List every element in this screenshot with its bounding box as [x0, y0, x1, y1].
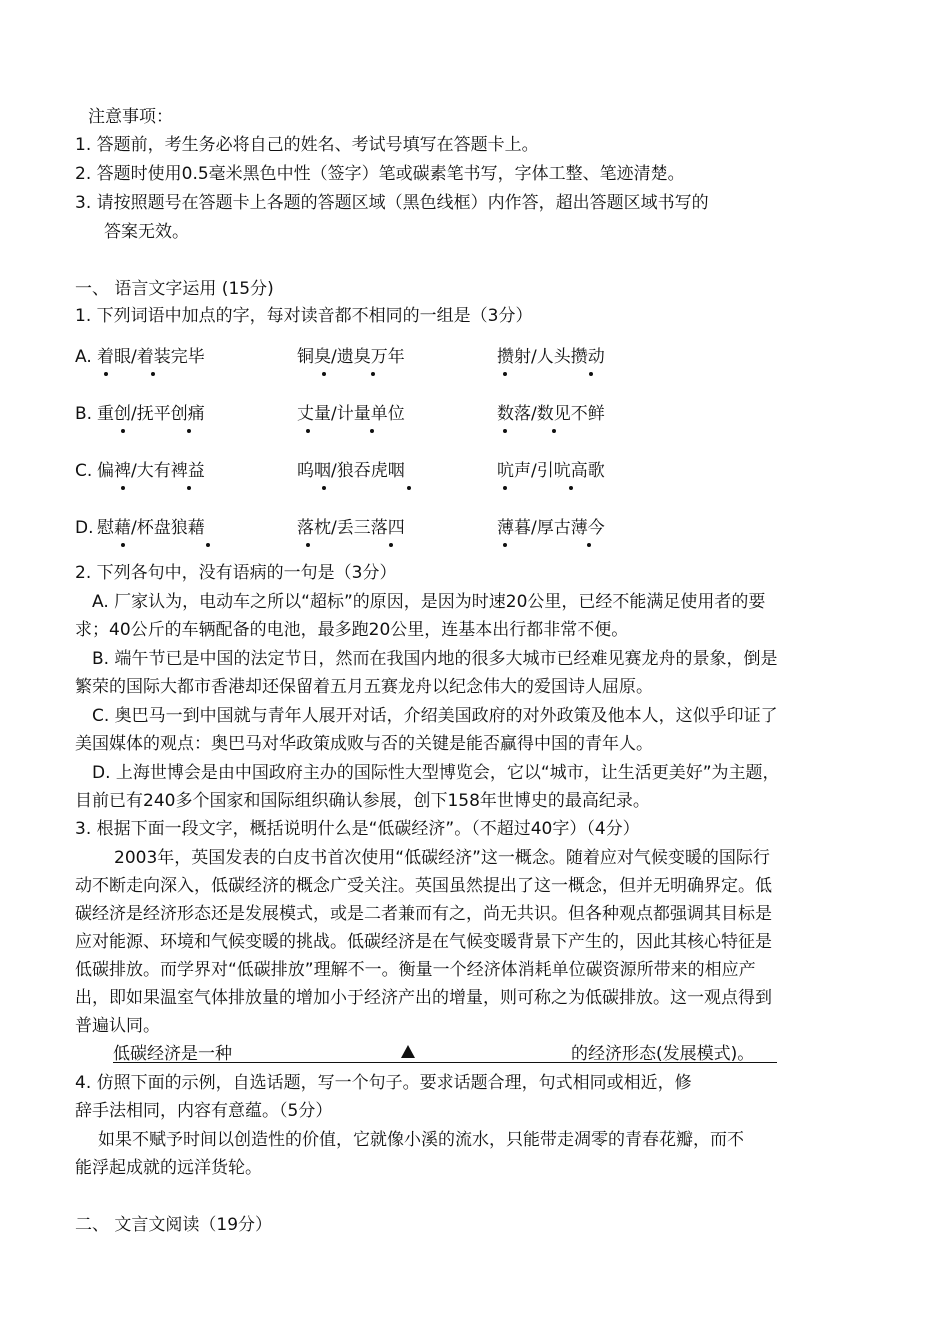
emphasis-dot — [503, 429, 507, 433]
question-3-passage-line: 低碳排放。而学界对“低碳排放”理解不一。衡量一个经济体消耗单位碳资源所带来的相应产 — [75, 960, 756, 980]
option-pair-2: 铜臭/遗臭万年 — [297, 347, 405, 367]
option-label: D. — [75, 518, 94, 538]
question-3-stem: 3. 根据下面一段文字，概括说明什么是“低碳经济”。（不超过40字）（4分） — [75, 819, 640, 839]
question-2-stem: 2. 下列各句中，没有语病的一句是（3分） — [75, 563, 397, 583]
emphasis-dot — [569, 486, 573, 490]
section-1-heading: 一、 语言文字运用 (15分) — [75, 279, 274, 299]
option-pair-2: 丈量/计量单位 — [297, 404, 405, 424]
answer-prefix: 低碳经济是一种 — [113, 1044, 232, 1064]
emphasis-dot — [121, 543, 125, 547]
question-2-option-b: B. 端午节已是中国的法定节日，然而在我国内地的很多大城市已经难见赛龙舟的景象，倒是 — [92, 649, 778, 669]
question-4-stem: 4. 仿照下面的示例，自选话题，写一个句子。要求话题合理，句式相同或相近，修 — [75, 1073, 692, 1093]
emphasis-dot — [503, 372, 507, 376]
emphasis-dot — [389, 543, 393, 547]
emphasis-dot — [552, 429, 556, 433]
option-pair-1: 着眼/着装完毕 — [97, 347, 205, 367]
option-pair-1: 重创/抚平创痛 — [97, 404, 205, 424]
emphasis-dot — [587, 543, 591, 547]
notice-title: 注意事项： — [88, 107, 173, 127]
notice-item-1: 1. 答题前，考生务必将自己的姓名、考试号填写在答题卡上。 — [75, 135, 539, 155]
emphasis-dot — [306, 429, 310, 433]
option-label: C. — [75, 461, 93, 481]
emphasis-dot — [187, 429, 191, 433]
question-2-option-b-cont: 繁荣的国际大都市香港却还保留着五月五赛龙舟以纪念伟大的爱国诗人屈原。 — [75, 677, 653, 697]
option-pair-3: 数落/数见不鲜 — [497, 404, 605, 424]
emphasis-dot — [322, 372, 326, 376]
question-3-passage-line: 出，即如果温室气体排放量的增加小于经济产出的增量，则可称之为低碳排放。这一观点得到 — [75, 988, 772, 1008]
notice-item-3-cont: 答案无效。 — [104, 222, 189, 242]
option-pair-2: 落枕/丢三落四 — [297, 518, 405, 538]
question-4-stem-cont: 辞手法相同，内容有意蕴。（5分） — [75, 1101, 333, 1121]
section-2-heading: 二、 文言文阅读（19分） — [75, 1215, 273, 1235]
question-2-option-d: D. 上海世博会是由中国政府主办的国际性大型博览会，它以“城市，让生活更美好”为主题， — [92, 763, 780, 783]
emphasis-dot — [206, 543, 210, 547]
emphasis-dot — [589, 372, 593, 376]
option-pair-3: 攒射/人头攒动 — [497, 347, 605, 367]
question-2-option-c-cont: 美国媒体的观点：奥巴马对华政策成败与否的关键是能否赢得中国的青年人。 — [75, 734, 653, 754]
question-1-option-c — [75, 459, 875, 483]
question-4-example-cont: 能浮起成就的远洋货轮。 — [75, 1158, 262, 1178]
triangle-marker-icon — [401, 1045, 415, 1058]
question-3-passage-line: 碳经济是经济形态还是发展模式，或是二者兼而有之，尚无共识。但各种观点都强调其目标是 — [75, 904, 772, 924]
question-4-example: 如果不赋予时间以创造性的价值，它就像小溪的流水，只能带走凋零的青春花瓣，而不 — [98, 1130, 744, 1150]
emphasis-dot — [503, 486, 507, 490]
question-2-option-a: A. 厂家认为，电动车之所以“超标”的原因，是因为时速20公里，已经不能满足使用者的要 — [92, 592, 766, 612]
option-pair-3: 薄暮/厚古薄今 — [497, 518, 605, 538]
emphasis-dot — [121, 429, 125, 433]
emphasis-dot — [370, 429, 374, 433]
question-1-option-a — [75, 345, 875, 369]
question-2-option-a-cont: 求；40公斤的车辆配备的电池，最多跑20公里，连基本出行都非常不便。 — [75, 620, 629, 640]
emphasis-dot — [187, 486, 191, 490]
question-3-passage-line: 应对能源、环境和气候变暖的挑战。低碳经济是在气候变暖背景下产生的，因此其核心特征是 — [75, 932, 772, 952]
question-1-option-d — [75, 516, 875, 540]
option-label: A. — [75, 347, 92, 367]
option-pair-1: 慰藉/杯盘狼藉 — [97, 518, 205, 538]
option-pair-3: 吭声/引吭高歌 — [497, 461, 605, 481]
question-1-option-b — [75, 402, 875, 426]
emphasis-dot — [104, 372, 108, 376]
answer-suffix: 的经济形态(发展模式)。 — [571, 1044, 755, 1064]
notice-item-3: 3. 请按照题号在答题卡上各题的答题区域（黑色线框）内作答，超出答题区域书写的 — [75, 193, 709, 213]
option-pair-1: 偏裨/大有裨益 — [97, 461, 205, 481]
emphasis-dot — [121, 486, 125, 490]
question-3-passage-line: 2003年，英国发表的白皮书首次使用“低碳经济”这一概念。随着应对气候变暖的国际行 — [114, 848, 770, 868]
emphasis-dot — [503, 543, 507, 547]
option-label: B. — [75, 404, 93, 424]
question-1-stem: 1. 下列词语中加点的字，每对读音都不相同的一组是（3分） — [75, 306, 533, 326]
question-2-option-d-cont: 目前已有240多个国家和国际组织确认参展，创下158年世博史的最高纪录。 — [75, 791, 650, 811]
emphasis-dot — [407, 486, 411, 490]
question-3-passage-line: 动不断走向深入，低碳经济的概念广受关注。英国虽然提出了这一概念，但并无明确界定。低 — [75, 876, 772, 896]
emphasis-dot — [322, 486, 326, 490]
option-pair-2: 呜咽/狼吞虎咽 — [297, 461, 405, 481]
emphasis-dot — [371, 372, 375, 376]
emphasis-dot — [151, 372, 155, 376]
question-2-option-c: C. 奥巴马一到中国就与青年人展开对话，介绍美国政府的对外政策及他本人，这似乎印证了 — [92, 706, 778, 726]
emphasis-dot — [306, 543, 310, 547]
question-3-passage-line: 普遍认同。 — [75, 1016, 160, 1036]
notice-item-2: 2. 答题时使用0.5毫米黑色中性（签字）笔或碳素笔书写，字体工整、笔迹清楚。 — [75, 164, 685, 184]
